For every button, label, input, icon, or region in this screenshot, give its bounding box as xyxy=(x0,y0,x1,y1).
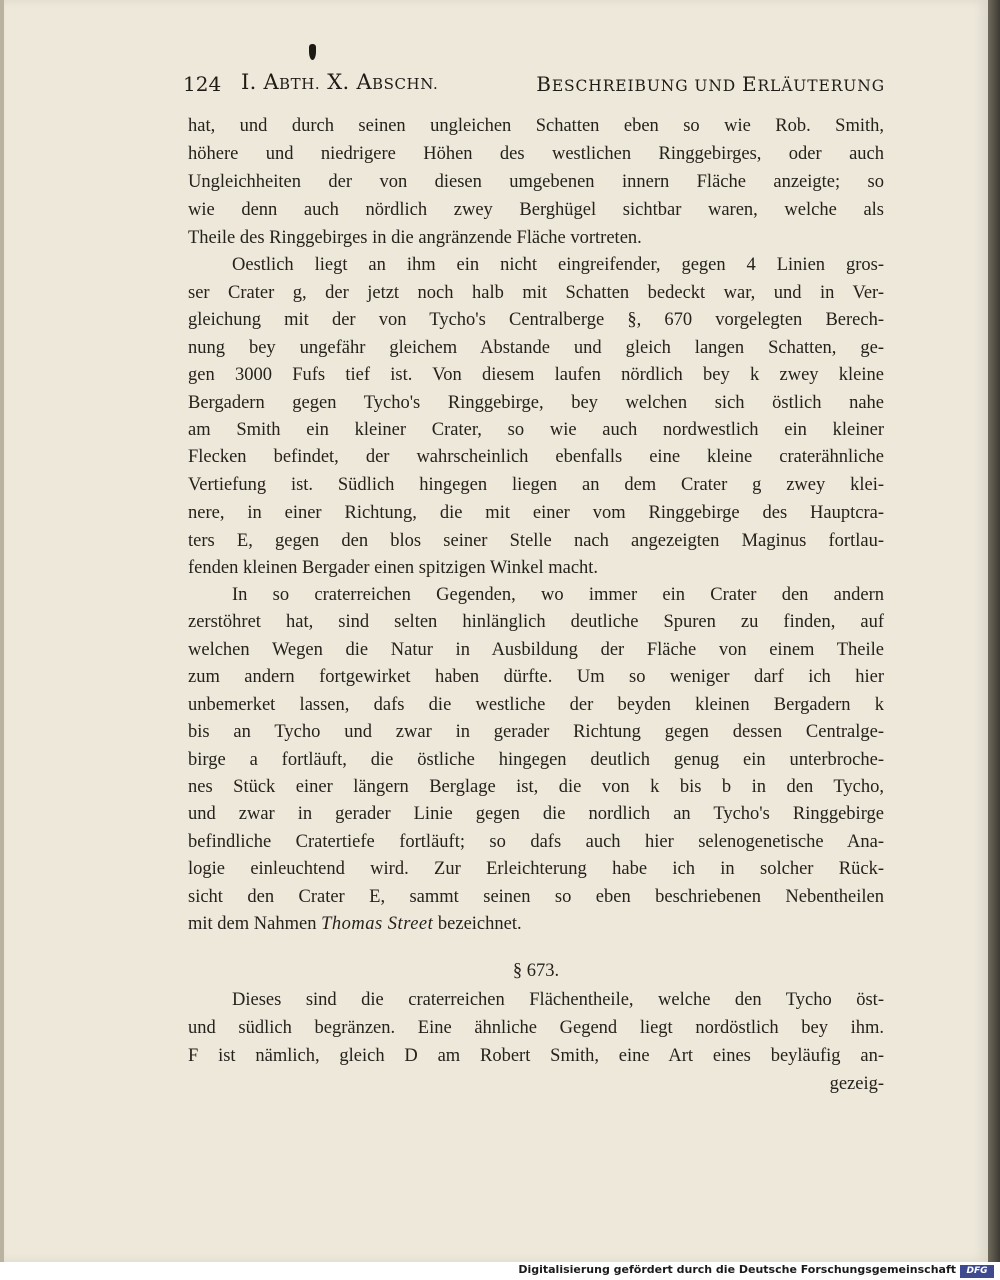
text-line: bis an Tycho und zwar in gerader Richtung gegen dessen Centralge- xyxy=(188,722,884,742)
text-line: nere, in einer Richtung, die mit einer vom Ringgebirge des Hauptcra- xyxy=(188,503,884,523)
text-line: Bergadern gegen Tycho's Ringgebirge, bey welchen sich östlich nahe xyxy=(188,393,884,413)
text-line: am Smith ein kleiner Crater, so wie auch nordwestlich ein kleiner xyxy=(188,420,884,440)
text-line: Flecken befindet, der wahrscheinlich ebenfalls eine kleine craterähnliche xyxy=(188,447,884,467)
text-line: nes Stück einer längern Berglage ist, die von k bis b in den Tycho, xyxy=(188,777,884,797)
running-head xyxy=(183,70,885,104)
text-line: unbemerket lassen, dafs die westliche der beyden kleinen Bergadern k xyxy=(188,695,884,715)
text-line: Dieses sind die craterreichen Flächentheile, welche den Tycho öst- xyxy=(232,990,884,1010)
text-line: zum andern fortgewirket haben dürfte. Um so weniger darf ich hier xyxy=(188,667,884,687)
text-line: In so craterreichen Gegenden, wo immer ein Crater den andern xyxy=(232,585,884,605)
text-line: logie einleuchtend wird. Zur Erleichterung habe ich in solcher Rück- xyxy=(188,859,884,879)
text-line: fenden kleinen Bergader einen spitzigen Winkel macht. xyxy=(188,558,599,578)
text-line xyxy=(188,910,884,938)
text-line: Oestlich liegt an ihm ein nicht eingreifender, gegen 4 Linien gros- xyxy=(232,255,884,275)
text-line: ters E, gegen den blos seiner Stelle nach angezeigten Maginus fortlau- xyxy=(188,531,884,551)
funding-notice: Digitalisierung gefördert durch die Deutsche Forschungsgemeinschaft xyxy=(518,1263,956,1276)
text-line: Theile des Ringgebirges in die angränzende Fläche vortreten. xyxy=(188,228,642,248)
running-title-initial-b: B xyxy=(536,72,552,96)
text-line: hat, und durch seinen ungleichen Schatten eben so wie Rob. Smith, xyxy=(188,116,884,136)
section-label: X. A xyxy=(320,70,372,94)
dfg-logo-icon: DFG xyxy=(960,1265,994,1278)
running-title-part-1: ESCHREIBUNG UND xyxy=(551,77,742,95)
text-line: befindliche Cratertiefe fortläuft; so dafs auch hier selenogenetische Ana- xyxy=(188,832,884,852)
text-line: gen 3000 Fufs tief ist. Von diesem laufen nördlich bey k zwey kleine xyxy=(188,365,884,385)
text-line: birge a fortläuft, die östliche hingegen deutlich genug ein unterbroche- xyxy=(188,750,884,770)
part-label-smallcaps: BTH. xyxy=(279,75,321,93)
book-binding-edge xyxy=(988,0,1000,1262)
text-line: sicht den Crater E, sammt seinen so eben beschriebenen Nebentheilen xyxy=(188,887,884,907)
running-title-part-2: RLÄUTERUNG xyxy=(757,77,885,95)
section-heading: § 673. xyxy=(512,961,560,981)
text-line: F ist nämlich, gleich D am Robert Smith, eine Art eines beyläufig an- xyxy=(188,1046,884,1066)
part-label: I. A xyxy=(241,70,280,94)
text-line: gleichung mit der von Tycho's Centralberge §, 670 vorgelegten Berech- xyxy=(188,310,884,330)
running-title-initial-e: E xyxy=(741,72,758,96)
text-line: höhere und niedrigere Höhen des westlichen Ringgebirges, oder auch xyxy=(188,144,884,164)
text-line: und zwar in gerader Linie gegen die nordlich an Tycho's Ringgebirge xyxy=(188,804,884,824)
part-section-title xyxy=(241,70,438,94)
italic-name: Thomas Street xyxy=(321,914,434,934)
text-line: nung bey ungefähr gleichem Abstande und gleich langen Schatten, ge- xyxy=(188,338,884,358)
ink-mark xyxy=(309,44,316,60)
text-line: welchen Wegen die Natur in Ausbildung der Fläche von einem Theile xyxy=(188,640,884,660)
text-line-part: bezeichnet. xyxy=(433,914,522,934)
text-line: zerstöhret hat, sind selten hinlänglich deutliche Spuren zu finden, auf xyxy=(188,612,884,632)
page-number: 124 xyxy=(183,72,222,96)
text-line-part: mit dem Nahmen xyxy=(188,914,322,934)
text-line: Ungleichheiten der von diesen umgebenen innern Fläche anzeigte; so xyxy=(188,172,884,192)
catchword: gezeig- xyxy=(829,1074,884,1094)
text-line: ser Crater g, der jetzt noch halb mit Schatten bedeckt war, und in Ver- xyxy=(188,283,884,303)
running-title xyxy=(536,72,885,96)
section-label-smallcaps: BSCHN. xyxy=(371,75,439,93)
text-line: und südlich begränzen. Eine ähnliche Gegend liegt nordöstlich bey ihm. xyxy=(188,1018,884,1038)
text-line: Vertiefung ist. Südlich hingegen liegen an dem Crater g zwey klei- xyxy=(188,475,884,495)
text-line: wie denn auch nördlich zwey Berghügel sichtbar waren, welche als xyxy=(188,200,884,220)
